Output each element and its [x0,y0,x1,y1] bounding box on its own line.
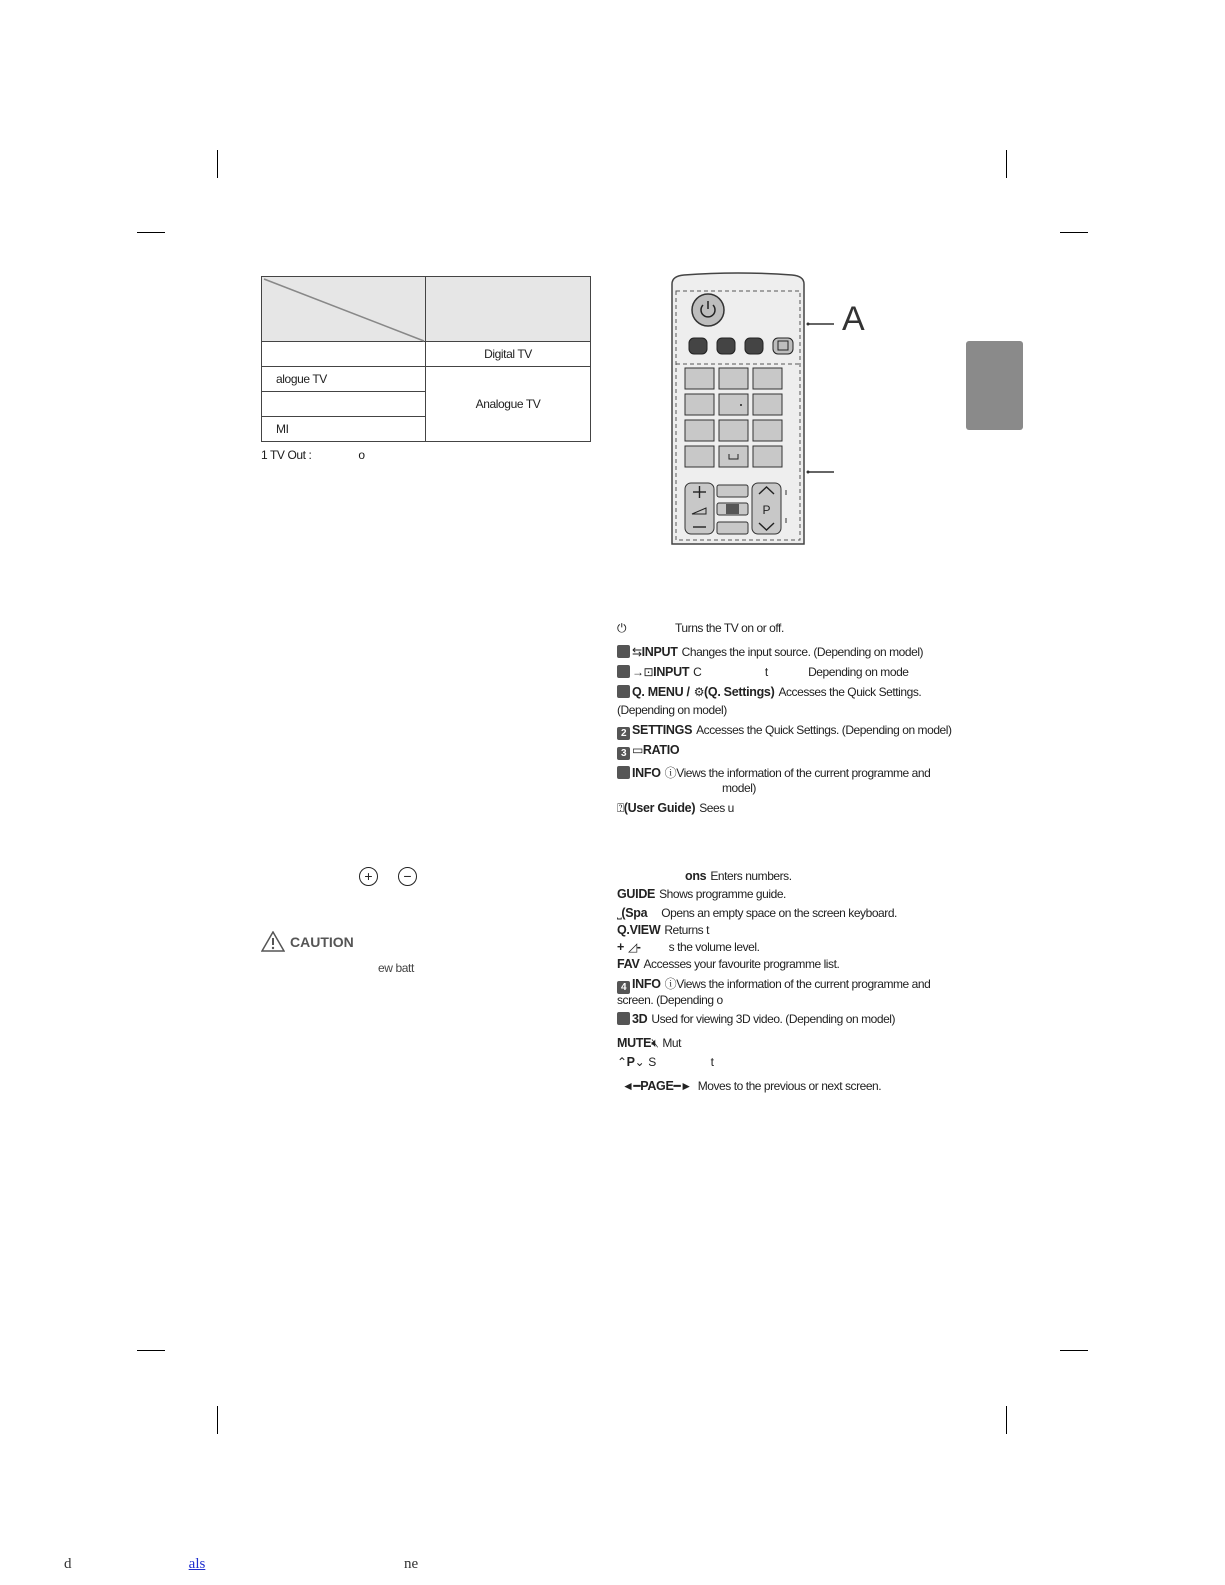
crop-mark [137,1350,165,1351]
desc-qmenu: Q. MENU / ⚙(Q. Settings) Accesses the Quick Settings. [617,685,921,699]
table-cell: alogue TV [262,367,426,392]
desc-fav: FAV Accesses your favourite programme list. [617,957,840,971]
info-icon: ⓘ [664,977,677,991]
arrow-right-icon: ━► [673,1079,692,1093]
warning-icon [261,931,285,952]
plus-circle-icon: + [359,867,378,886]
power-icon: ⏻ [617,621,627,635]
caution-heading [261,931,354,952]
caution-text: ew batt [378,961,414,975]
desc-settings: 2 SETTINGS Accesses the Quick Settings. (Depending on model) [617,723,952,740]
table-cell [262,342,426,367]
table-cell: Digital TV [426,342,591,367]
polarity-symbols [359,867,437,886]
crop-mark [1006,150,1007,178]
caution-label: CAUTION [290,933,354,950]
desc-page: ◄━PAGE━► Moves to the previous or next screen. [622,1079,882,1093]
desc-programme: ⌃P⌄ S t [617,1055,714,1069]
desc-qmenu-cont: (Depending on model) [617,703,727,717]
crop-mark [1006,1406,1007,1434]
input-icon: ⇆ [632,645,642,659]
desc-mute: MUTE🔇︎ Mut [617,1036,681,1050]
desc-space: ⎵(Spa Opens an empty space on the screen keyboard. [617,906,897,920]
remote-control-illustration [670,272,810,550]
user-guide-icon: ⍰ [617,801,624,815]
chevron-up-icon: ⌃ [617,1055,627,1069]
crop-mark [1060,1350,1088,1351]
desc-input-1: ⇆INPUT Changes the input source. (Depending on model) [617,645,923,659]
desc-info-1-cont: model) [722,781,756,795]
callout-lines [806,320,836,480]
footer-link[interactable]: als [188,1556,206,1572]
power-button [692,294,724,326]
info-icon: ⓘ [664,766,677,780]
output-table [261,276,591,442]
crop-mark [137,232,165,233]
table-header-corner [262,277,426,342]
input-arrow-icon: →⊡ [632,665,654,679]
table-cell: MI [262,417,426,442]
table-cell-merged: Analogue TV [426,367,591,442]
table-header-cell [426,277,591,342]
desc-info-2-cont: screen. (Depending o [617,993,723,1007]
desc-volume: + ◿- s the volume level. [617,940,760,954]
table-footnote: 1 TV Out : o [261,448,365,462]
screen-ratio-icon: ▭ [632,743,643,757]
gear-icon: ⚙ [693,685,705,699]
space-icon: ⎵ [617,906,622,920]
language-tab [966,341,1023,430]
desc-3d: 3D Used for viewing 3D video. (Depending on model) [617,1012,895,1026]
callout-label-a: A [842,300,865,338]
desc-user-guide: ⍰(User Guide) Sees u [617,801,734,815]
desc-ratio: 3 ▭RATIO [617,743,683,760]
arrow-left-icon: ◄━ [622,1079,641,1093]
crop-mark [217,150,218,178]
footer-text-left: d [64,1556,72,1572]
desc-guide: GUIDE Shows programme guide. [617,887,786,901]
svg-text:P: P [762,503,771,517]
minus-circle-icon: − [398,867,417,886]
diagonal-line [262,277,426,342]
volume-icon: ◿ [628,940,637,954]
desc-info-1: INFO ⓘViews the information of the current programme and [617,764,930,781]
desc-qview: Q.VIEW Returns t [617,923,709,937]
desc-info-2: 4 INFO ⓘViews the information of the current programme and [617,975,930,994]
crop-mark [1060,232,1088,233]
desc-power: ⏻ Turns the TV on or off. [617,621,784,635]
footer-text-right: ne [404,1556,419,1572]
table-cell [262,392,426,417]
mute-icon: 🔇︎ [651,1036,659,1050]
desc-input-2: →⊡INPUT C t Depending on mode [617,665,909,679]
chevron-down-icon: ⌄ [634,1055,645,1069]
desc-numbers: ons Enters numbers. [685,869,792,883]
crop-mark [217,1406,218,1434]
